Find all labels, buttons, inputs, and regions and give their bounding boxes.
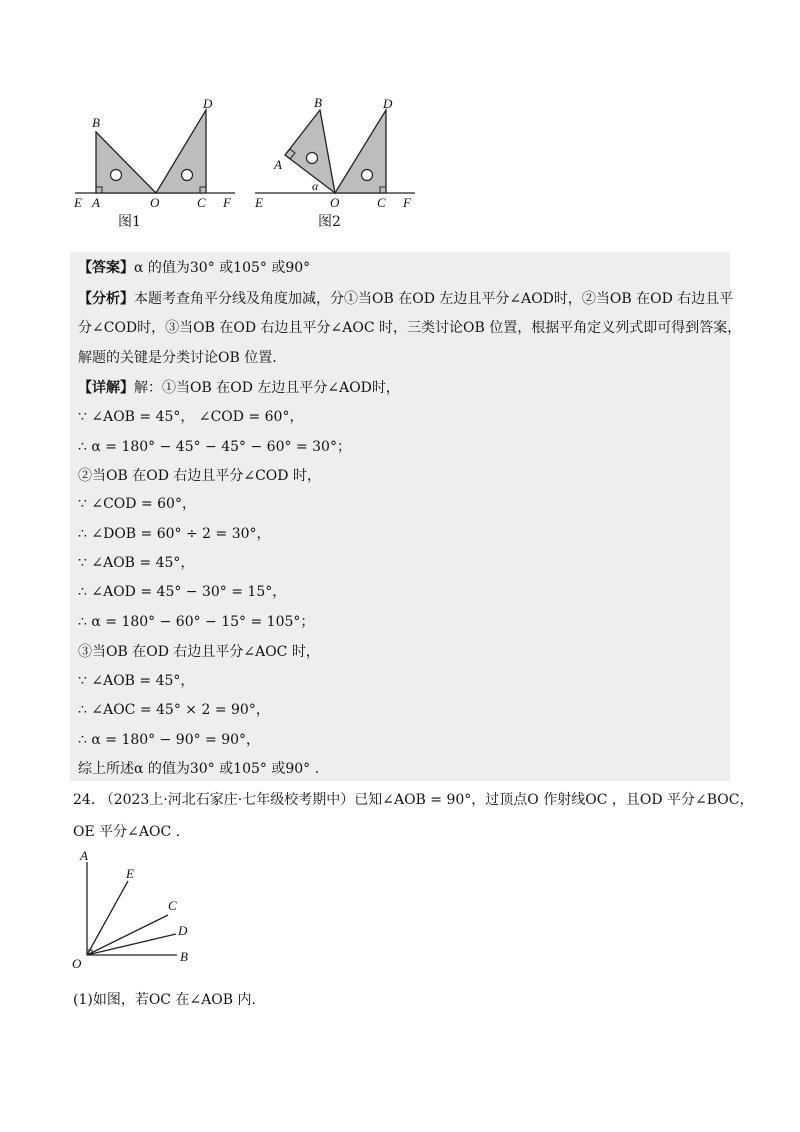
solution-line-text: ∴ α = 180° − 45° − 45° − 60° = 30°； <box>78 439 351 455</box>
solution-line-text: ∴ ∠AOC = 45° × 2 = 90°， <box>78 702 270 718</box>
figure-2 <box>250 95 420 230</box>
solution-line-text: ∵ ∠AOB = 45°， ∠COD = 60°， <box>78 409 304 425</box>
solution-line-text: 解：①当OB 在OD 左边且平分∠AOD时， <box>134 380 400 396</box>
question-24-line-1: 24. （2023上·河北石家庄·七年级校考期中）已知∠AOB = 90°，过顶点O 作射线OC ，且OD 平分∠BOC， <box>73 792 754 808</box>
solution-line <box>78 612 314 632</box>
solution-line <box>78 730 260 750</box>
question-24-part-1: (1)如图，若OC 在∠AOB 内. <box>73 992 256 1008</box>
fig3-label-E: E <box>126 866 134 881</box>
solution-line <box>78 582 286 602</box>
fig2-label-E: E <box>255 195 263 210</box>
fig1-label-C: C <box>197 195 206 210</box>
solution-line <box>78 318 741 338</box>
solution-line <box>78 348 277 368</box>
solution-line-text: ∴ ∠DOB = 60° ÷ 2 = 30°， <box>78 526 271 542</box>
solution-line-text: α 的值为30° 或105° 或90° <box>134 260 311 276</box>
fig3-label-A: A <box>80 848 88 863</box>
figure-3 <box>70 848 210 973</box>
figure-3-drawing <box>70 848 210 973</box>
fig1-label-F: F <box>223 195 231 210</box>
fig1-label-A: A <box>92 195 100 210</box>
fig1-label-D: D <box>203 96 213 111</box>
fig2-label-A: A <box>274 157 282 172</box>
fig2-label-D: D <box>383 96 393 111</box>
figure-1 <box>70 95 240 230</box>
fig1-label-E: E <box>74 195 82 210</box>
solution-line-text: 解题的关键是分类讨论OB 位置. <box>78 350 277 366</box>
fig2-label-alpha: α <box>312 179 319 193</box>
solution-line <box>78 258 310 278</box>
solution-line <box>78 289 733 309</box>
solution-line-text: ③当OB 在OD 右边且平分∠AOC 时， <box>78 644 320 660</box>
solution-line-text: 本题考查角平分线及角度加减，分①当OB 在OD 左边且平分∠AOD时，②当OB 在OD 右边且平 <box>134 291 734 307</box>
fig2-caption: 图2 <box>318 214 341 230</box>
fig1-caption: 图1 <box>118 214 141 230</box>
solution-line-text: ∵ ∠AOB = 45°， <box>78 555 195 571</box>
solution-line <box>78 407 303 427</box>
solution-line <box>78 524 271 544</box>
solution-line-label: 【分析】 <box>78 291 134 307</box>
solution-line <box>78 642 320 662</box>
solution-line <box>78 494 196 514</box>
fig2-label-B: B <box>314 95 322 110</box>
fig2-label-C: C <box>377 195 386 210</box>
fig1-label-B: B <box>92 115 100 130</box>
fig2-label-F: F <box>403 195 411 210</box>
solution-line-text: 综上所述α 的值为30° 或105° 或90° . <box>78 761 320 777</box>
solution-line <box>78 700 270 720</box>
solution-line-text: ∴ ∠AOD = 45° − 30° = 15°， <box>78 584 287 600</box>
solution-line-text: ∴ α = 180° − 60° − 15° = 105°； <box>78 614 315 630</box>
fig3-label-B: B <box>180 949 188 964</box>
solution-line <box>78 378 400 398</box>
question-24-line-2: OE 平分∠AOC . <box>73 824 181 840</box>
fig3-label-C: C <box>168 898 177 913</box>
fig2-label-O: O <box>330 195 340 210</box>
fig3-label-O: O <box>72 956 82 971</box>
solution-line-text: ∵ ∠AOB = 45°， <box>78 673 195 689</box>
solution-line <box>78 759 319 779</box>
solution-line-label: 【详解】 <box>78 380 134 396</box>
fig3-label-D: D <box>178 923 188 938</box>
solution-line <box>78 553 194 573</box>
solution-line-label: 【答案】 <box>78 260 134 276</box>
solution-line <box>78 466 321 486</box>
solution-line-text: 分∠COD时，③当OB 在OD 右边且平分∠AOC 时，三类讨论OB 位置，根据平角定义列式即可得到答案， <box>78 320 742 336</box>
solution-line-text: ∴ α = 180° − 90° = 90°， <box>78 732 261 748</box>
fig1-label-O: O <box>150 195 160 210</box>
solution-line-text: ∵ ∠COD = 60°， <box>78 496 196 512</box>
solution-line <box>78 671 194 691</box>
solution-line-text: ②当OB 在OD 右边且平分∠COD 时， <box>78 468 321 484</box>
solution-line <box>78 437 351 457</box>
